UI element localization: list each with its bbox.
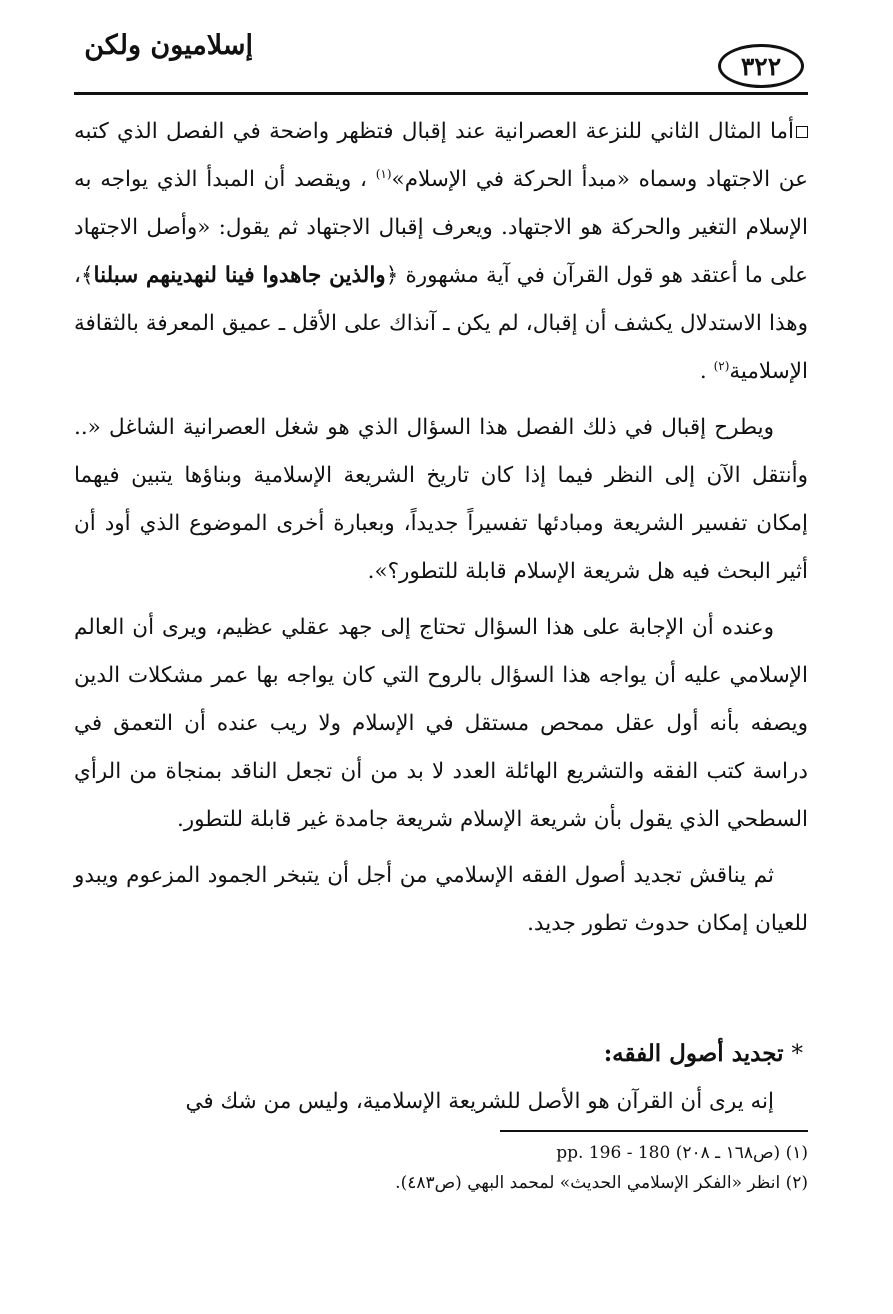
body-text: [74, 108, 808, 956]
footnote-1-pages: pp. 196 - 180: [556, 1143, 671, 1163]
paragraph-4: ثم يناقش تجديد أصول الفقه الإسلامي من أجل أن يتبخر الجمود المزعوم ويبدو للعيان إمكان حدوث تطور جديد.: [74, 863, 808, 936]
running-header-title: إسلاميون ولكن: [84, 30, 253, 61]
paragraph-1-text-c: ﴾، وهذا الاستدلال يكشف أن إقبال، لم يكن ـ آنذاك على الأقل ـ عميق المعرفة بالثقافة الإسلامية: [74, 263, 808, 384]
footnote-ref-1: (١): [375, 166, 392, 181]
paragraph-1-text-d: .: [699, 359, 707, 384]
header-divider: [74, 92, 808, 95]
paragraph-5-first-line: إنه يرى أن القرآن هو الأصل للشريعة الإسلامية، وليس من شك في: [185, 1089, 774, 1114]
footnote-1: [395, 1138, 808, 1168]
section-heading-text: تجديد أصول الفقه:: [603, 1040, 784, 1067]
paragraph-1-text-a: أما المثال الثاني للنزعة العصرانية عند إقبال فتظهر واضحة في الفصل الذي كتبه عن الاجتهاد وسماه «مبدأ الحركة في الإسلام»: [74, 119, 808, 192]
footnote-2-text: انظر «الفكر الإسلامي الحديث» لمحمد البهي (ص٤٨٣).: [395, 1173, 781, 1193]
star-bullet-icon: *: [791, 1041, 803, 1067]
quran-verse: والذين جاهدوا فينا لنهدينهم سبلنا: [93, 263, 386, 288]
section-heading: [604, 1040, 803, 1067]
footnotes: [395, 1138, 808, 1198]
paragraph-2: ويطرح إقبال في ذلك الفصل هذا السؤال الذي هو شغل العصرانية الشاغل «.. وأنتقل الآن إلى النظر فيما إذا كان تاريخ الشريعة الإسلامية وبناؤها يتبين فيهما إمكان تفسير الشريعة ومبادئها تفسيراً جديداً، وبعبارة أخرى الموضوع الذي أود أن أثير البحث فيه هل شريعة الإسلام قابلة للتطور؟».: [74, 415, 808, 584]
page-number: ٣٢٢: [718, 44, 804, 88]
footnote-1-number: (١): [785, 1143, 808, 1163]
footnote-ref-2: (٢): [713, 358, 730, 373]
footnote-2: [395, 1168, 808, 1198]
paragraph-3: وعنده أن الإجابة على هذا السؤال تحتاج إلى جهد عقلي عظيم، ويرى أن العالم الإسلامي عليه أن يواجه هذا السؤال بالروح التي كان يواجه بها عمر مشكلات الدين ويصفه بأنه أول عقل ممحص مستقل في الإسلام ولا ريب عنده أن التعمق في دراسة كتب الفقه والتشريع الهائلة العدد لا بد من أن تجعل الناقد بمنجاة من الرأي السطحي الذي يقول بأن شريعة الإسلام شريعة جامدة غير قابلة للتطور.: [74, 615, 808, 832]
square-marker-icon: [796, 126, 808, 138]
footnote-1-text: (ص١٦٨ ـ ٢٠٨): [675, 1143, 781, 1163]
paragraph-1: [74, 108, 808, 396]
footnote-divider: [500, 1130, 808, 1132]
paragraph-1-text-b: ، ويقصد أن المبدأ الذي يواجه به الإسلام التغير والحركة هو الاجتهاد. ويعرف إقبال الاجتهاد ثم يقول: «وأصل الاجتهاد على ما أعتقد هو قول القرآن في آية مشهورة ﴿: [74, 167, 808, 288]
footnote-2-number: (٢): [785, 1173, 808, 1193]
